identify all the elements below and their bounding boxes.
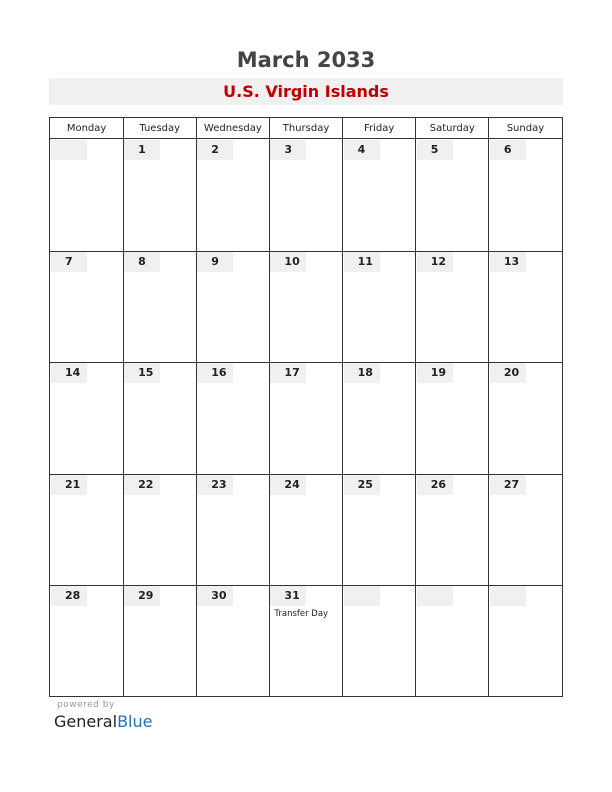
day-number: 21	[51, 475, 87, 495]
weekday-monday: Monday	[66, 123, 107, 134]
column-divider	[269, 118, 270, 696]
powered-by-label: powered by	[57, 700, 115, 710]
empty-day-cell	[51, 140, 87, 160]
day-number: 18	[344, 363, 380, 383]
weekday-friday: Friday	[363, 123, 395, 134]
day-number: 4	[344, 140, 380, 160]
day-number: 24	[270, 475, 306, 495]
column-divider	[123, 118, 124, 696]
day-number: 25	[344, 475, 380, 495]
empty-day-cell	[417, 586, 453, 606]
column-divider	[196, 118, 197, 696]
weekday-header-row	[50, 118, 562, 139]
brand-general: General	[54, 712, 118, 731]
day-number: 31	[270, 586, 306, 606]
day-number: 3	[270, 140, 306, 160]
day-number: 9	[197, 252, 233, 272]
day-number: 28	[51, 586, 87, 606]
day-number: 26	[417, 475, 453, 495]
day-number: 7	[51, 252, 87, 272]
column-divider	[342, 118, 343, 696]
day-number: 17	[270, 363, 306, 383]
column-divider	[415, 118, 416, 696]
region-title: U.S. Virgin Islands	[49, 78, 563, 105]
weekday-wednesday: Wednesday	[203, 123, 262, 134]
column-divider	[488, 118, 489, 696]
day-number: 23	[197, 475, 233, 495]
empty-day-cell	[344, 586, 380, 606]
weekday-sunday: Sunday	[506, 123, 545, 134]
day-number: 1	[124, 140, 160, 160]
day-number: 22	[124, 475, 160, 495]
day-number: 27	[490, 475, 526, 495]
calendar-title: March 2033	[236, 48, 376, 72]
day-number: 14	[51, 363, 87, 383]
weekday-saturday: Saturday	[429, 123, 475, 134]
generalblue-logo[interactable]	[54, 712, 152, 731]
day-number: 16	[197, 363, 233, 383]
holiday-event: Transfer Day	[274, 609, 329, 620]
weekday-tuesday: Tuesday	[139, 123, 181, 134]
day-number: 30	[197, 586, 233, 606]
day-number: 5	[417, 140, 453, 160]
day-number: 29	[124, 586, 160, 606]
day-number: 19	[417, 363, 453, 383]
day-number: 13	[490, 252, 526, 272]
day-number: 6	[490, 140, 526, 160]
day-number: 11	[344, 252, 380, 272]
day-number: 10	[270, 252, 306, 272]
calendar-grid	[49, 117, 563, 697]
day-number: 8	[124, 252, 160, 272]
empty-day-cell	[490, 586, 526, 606]
day-number: 12	[417, 252, 453, 272]
day-number: 15	[124, 363, 160, 383]
weekday-thursday: Thursday	[282, 123, 330, 134]
brand-blue: Blue	[117, 712, 153, 731]
day-number: 2	[197, 140, 233, 160]
day-number: 20	[490, 363, 526, 383]
